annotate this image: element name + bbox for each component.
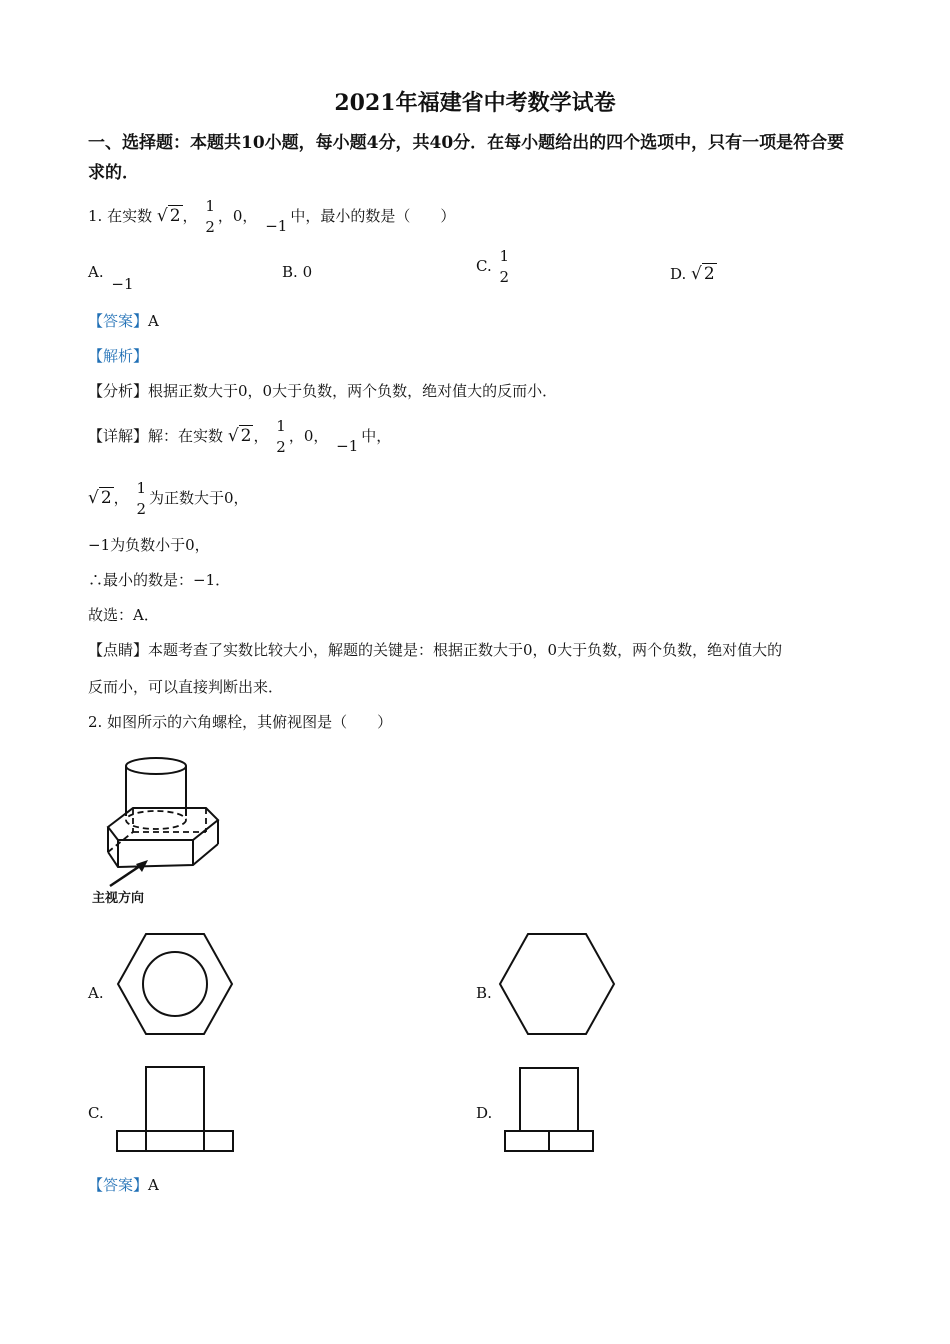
q1-frac-den: 2	[205, 218, 215, 236]
hexagon-shape	[118, 934, 232, 1034]
cylinder-front	[520, 1068, 578, 1131]
figure-caption: 主视方向	[92, 891, 145, 906]
q1-dianjing	[88, 640, 782, 660]
answer-tag: 【答案】	[88, 312, 149, 330]
q1-sep: ，	[182, 207, 198, 225]
q2-stem: 2. 如图所示的六角螺栓，其俯视图是（ ）	[88, 713, 393, 731]
q1-neg-one: −1	[265, 217, 288, 235]
circle-shape	[143, 952, 207, 1016]
page-title: 2021年福建省中考数学试卷	[334, 90, 616, 116]
line2-frac-den: 2	[136, 500, 147, 518]
xiangjie-fraction	[276, 418, 286, 456]
answer-tag: 【答案】	[88, 1176, 149, 1194]
option-a-value: −1	[111, 275, 134, 293]
q1-line3	[88, 535, 210, 555]
fenxi-tag: 【分析】	[88, 382, 149, 400]
q1-stem	[88, 198, 455, 236]
line2-frac-num: 1	[136, 479, 147, 497]
q2-option-b-label[interactable]: B.	[476, 984, 492, 1002]
cylinder-top	[126, 758, 186, 774]
option-a-label: A.	[88, 263, 104, 281]
q1-xiangjie	[88, 418, 391, 456]
xiangjie-zero-sep: ，0，	[288, 427, 329, 445]
option-d-sqrt: √ 2	[691, 264, 715, 284]
section-heading: 一、选择题：本题共10小题，每小题4分，共40分．在每小题给出的四个选项中，只有一项是符合要求的．	[88, 133, 845, 183]
q1-fenxi	[88, 381, 557, 401]
option-d-label: D.	[670, 265, 687, 283]
option-d-radicand: 2	[703, 264, 715, 284]
line2-suffix: 为正数大于0，	[149, 489, 249, 507]
line2-sqrt-radicand: 2	[100, 488, 112, 508]
option-c-den: 2	[499, 268, 510, 286]
hexagon-shape	[500, 934, 614, 1034]
xiangjie-sqrt: √ 2	[227, 426, 252, 446]
q1-prefix: 1. 在实数	[88, 207, 153, 225]
xiangjie-frac-den: 2	[276, 438, 286, 456]
line4-prefix: ∴最小的数是：	[88, 571, 194, 589]
dianjing-text2: 反而小，可以直接判断出来．	[88, 678, 284, 696]
q1-line2	[88, 480, 249, 518]
q1-line5: 故选：A．	[88, 606, 159, 624]
answer-value: A	[148, 312, 159, 330]
xiangjie-neg-one: −1	[336, 437, 359, 455]
dianjing-tag: 【点睛】	[88, 641, 149, 659]
line4-value: −1	[193, 571, 216, 589]
q2-option-a-figure[interactable]	[115, 932, 235, 1036]
option-c-label: C.	[476, 257, 492, 275]
q1-sqrt-radicand: 2	[169, 206, 181, 226]
q2-answer	[88, 1175, 159, 1195]
q1-sqrt: √ 2	[156, 206, 181, 226]
q1-line4	[88, 570, 230, 590]
hex-front	[117, 1131, 233, 1151]
q1-option-d[interactable]	[670, 264, 717, 284]
q1-zero-sep: ，0，	[217, 207, 258, 225]
line4-suffix: ．	[215, 571, 231, 589]
dianjing-text1: 本题考查了实数比较大小，解题的关键是：根据正数大于0，0大于负数，两个负数，绝对值大的	[148, 641, 783, 659]
xiangjie-suffix: 中，	[361, 427, 392, 445]
analysis-tag: 【解析】	[88, 347, 149, 365]
xiangjie-frac-num: 1	[276, 417, 286, 435]
option-c-num: 1	[499, 247, 510, 265]
xiangjie-sep: ，	[253, 427, 269, 445]
line2-fraction	[136, 480, 146, 518]
line2-sep: ，	[113, 489, 129, 507]
q2-option-d-label[interactable]: D.	[476, 1104, 493, 1122]
q1-option-a[interactable]	[88, 262, 137, 293]
bolt-figure	[88, 752, 238, 912]
cylinder-front	[146, 1067, 204, 1131]
option-b-value: 0	[302, 263, 313, 281]
xiangjie-prefix: 解：在实数	[148, 427, 224, 445]
answer-value: A	[148, 1176, 159, 1194]
q2-option-b-figure[interactable]	[497, 932, 617, 1036]
q1-answer	[88, 311, 159, 331]
q2-option-c-label[interactable]: C.	[88, 1104, 104, 1122]
q1-option-b[interactable]	[282, 262, 312, 282]
line2-sqrt: √ 2	[88, 488, 112, 508]
fenxi-text: 根据正数大于0，0大于负数，两个负数，绝对值大的反而小．	[148, 382, 558, 400]
option-b-label: B.	[282, 263, 298, 281]
q1-suffix: 中，最小的数是（ ）	[290, 207, 456, 225]
q1-fraction	[205, 198, 215, 236]
option-c-fraction	[500, 248, 510, 286]
xiangjie-sqrt-radicand: 2	[240, 426, 252, 446]
q2-option-c-figure[interactable]	[115, 1065, 235, 1153]
q2-option-a-label[interactable]: A.	[88, 984, 104, 1002]
hex-top-face	[108, 808, 218, 840]
q1-frac-num: 1	[205, 197, 215, 215]
line3-value: −1	[88, 536, 111, 554]
q1-option-c[interactable]	[476, 248, 512, 286]
xiangjie-tag: 【详解】	[88, 427, 149, 445]
q2-option-d-figure[interactable]	[503, 1066, 595, 1154]
line3-text: 为负数小于0，	[110, 536, 210, 554]
